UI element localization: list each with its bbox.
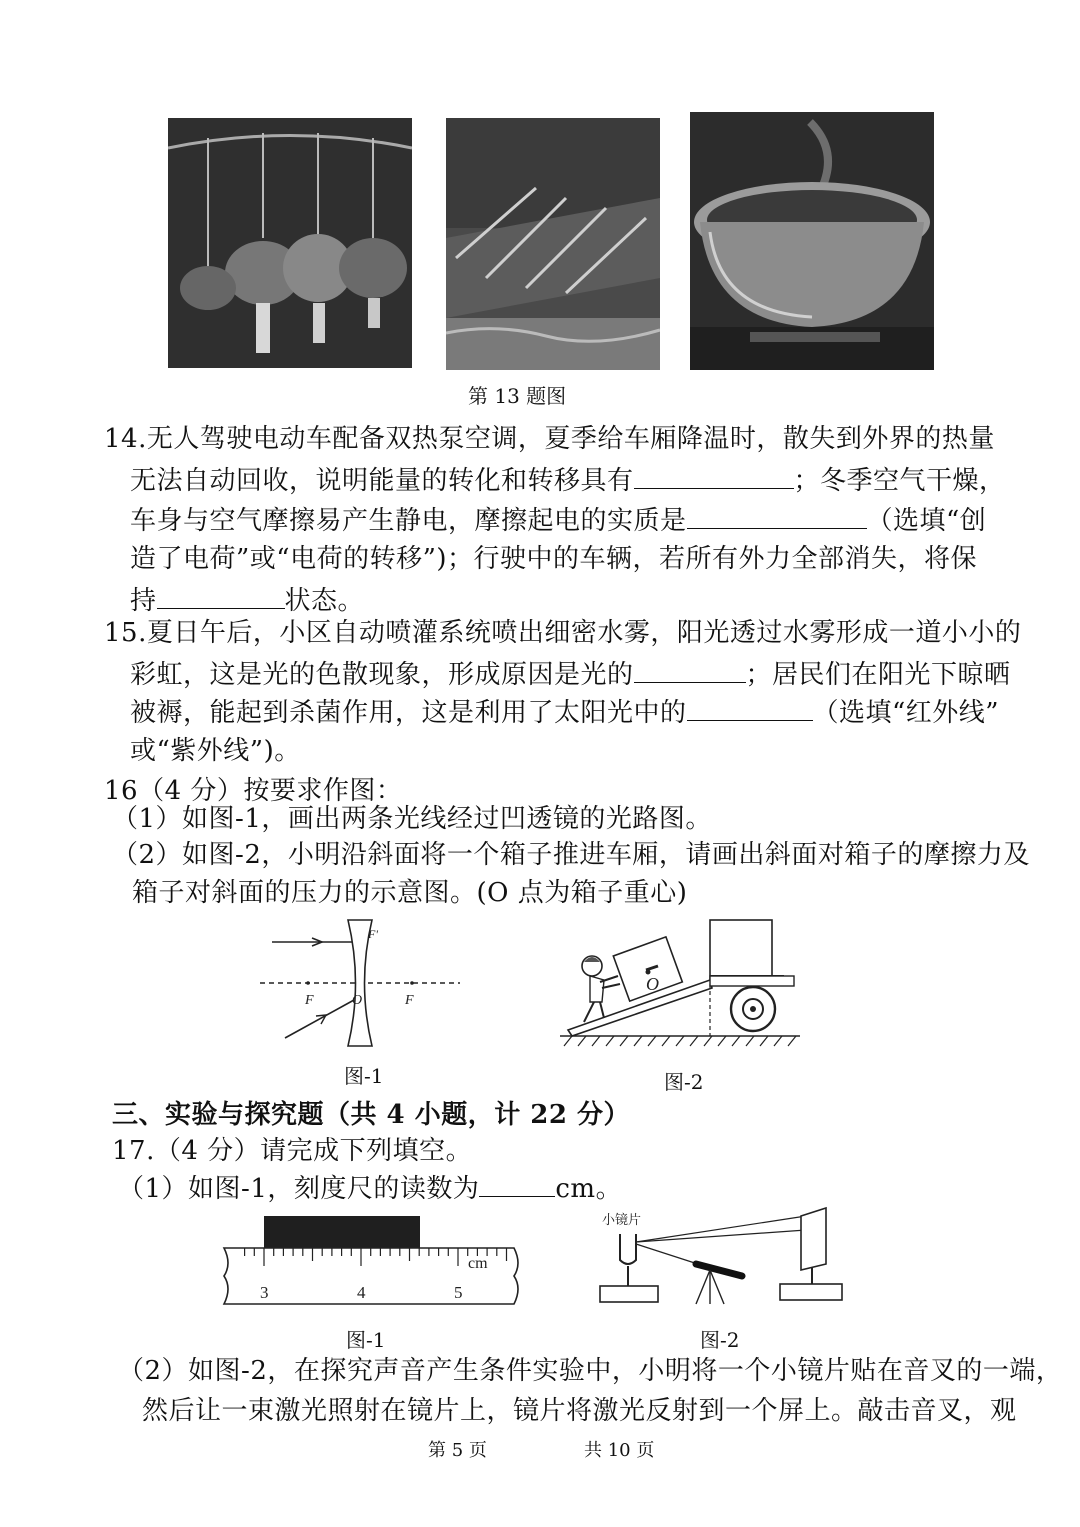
- tuning-fork-laser-diagram: [596, 1204, 846, 1314]
- q14-blank-2[interactable]: [687, 504, 867, 529]
- label-f-left: F: [305, 993, 314, 1008]
- q14-line-2-end: ；冬季空气干燥，: [793, 466, 1006, 496]
- q16-title: 16（4 分）按要求作图：: [104, 776, 403, 806]
- q14-line-3-start: 车身与空气摩擦易产生静电，摩擦起电的实质是: [130, 506, 687, 536]
- q15-line-4: 或“紫外线”)。: [130, 736, 301, 766]
- q15-line-2-start: 彩虹，这是光的色散现象，形成原因是光的: [130, 660, 634, 690]
- q16-part-2-line-1: （2）如图-2，小明沿斜面将一个箱子推进车厢，请画出斜面对箱子的摩擦力及: [112, 840, 1030, 870]
- ruler-tick-3: 3: [260, 1283, 269, 1302]
- q17-title: 17.（4 分）请完成下列填空。: [112, 1136, 473, 1166]
- q15-blank-1[interactable]: [634, 658, 746, 683]
- q14-line-2: [130, 464, 1006, 496]
- q16-figure-2-caption: 图-2: [664, 1070, 704, 1094]
- laser-pen: [696, 1264, 742, 1276]
- q17-figure-2-caption: 图-2: [700, 1328, 740, 1352]
- boy-figure: [582, 956, 620, 1022]
- screen: [801, 1208, 826, 1270]
- q14-line-5-end: 状态。: [284, 586, 365, 616]
- figure-13-caption: 第 13 题图: [468, 384, 567, 408]
- section-3-heading: 三、实验与探究题（共 4 小题，计 22 分）: [112, 1100, 630, 1130]
- q15-line-3: [130, 696, 999, 728]
- footer-total-pages: 共 10 页: [584, 1440, 655, 1461]
- mirror-label: 小镜片: [602, 1212, 642, 1227]
- q14-line-5: [130, 584, 364, 616]
- ruler-tick-5: 5: [454, 1283, 463, 1302]
- q16-part-2-line-2: 箱子对斜面的压力的示意图。(O 点为箱子重心): [132, 878, 688, 908]
- q15-line-2-end: ；居民们在阳光下晾晒: [745, 660, 1011, 690]
- q14-line-1: 14.无人驾驶电动车配备双热泵空调，夏季给车厢降温时，散失到外界的热量: [104, 424, 995, 454]
- photo-dragon-boat: [446, 118, 660, 370]
- concave-lens-diagram: [260, 918, 460, 1048]
- q15-line-3-start: 被褥，能起到杀菌作用，这是利用了太阳光中的: [130, 698, 687, 728]
- q16-figure-1-caption: 图-1: [344, 1064, 384, 1088]
- q15-line-2: [130, 658, 1011, 690]
- q17-part-1-end: cm。: [555, 1174, 623, 1204]
- truck-body: [710, 920, 772, 980]
- footer-page-number: 第 5 页: [428, 1440, 487, 1461]
- q17-part-2-line-1: （2）如图-2，在探究声音产生条件实验中，小明将一个小镜片贴在音叉的一端，: [118, 1356, 1063, 1386]
- q14-blank-3[interactable]: [157, 584, 285, 609]
- photo-sachets: [168, 118, 412, 368]
- photo-hot-pot: [690, 112, 934, 370]
- ruler-diagram: [224, 1214, 524, 1304]
- q14-line-3: [130, 504, 986, 536]
- hot-pot-illustration: [690, 112, 934, 370]
- label-f-right: F: [405, 993, 414, 1008]
- measured-object: [264, 1216, 420, 1248]
- ramp-box-diagram: [560, 918, 800, 1048]
- tuning-fork: [620, 1234, 636, 1264]
- q14-line-2-start: 无法自动回收，说明能量的转化和转移具有: [130, 466, 634, 496]
- q14-line-5-start: 持: [130, 586, 157, 616]
- label-o: O: [352, 993, 363, 1008]
- sachets-illustration: [168, 118, 412, 368]
- q14-line-3-end: （选填“创: [866, 506, 987, 536]
- dragon-boat-illustration: [446, 118, 660, 370]
- q15-blank-2[interactable]: [687, 696, 813, 721]
- box-label-o: O: [646, 974, 659, 994]
- q17-part-2-line-2: 然后让一束激光照射在镜片上，镜片将激光反射到一个屏上。敲击音叉，观: [142, 1396, 1017, 1426]
- q14-line-4: 造了电荷”或“电荷的转移”)；行驶中的车辆，若所有外力全部消失，将保: [130, 544, 978, 574]
- q17-blank-1[interactable]: [479, 1172, 555, 1197]
- ruler-unit: cm: [468, 1255, 488, 1272]
- q14-blank-1[interactable]: [634, 464, 794, 489]
- q17-figure-1-caption: 图-1: [346, 1328, 386, 1352]
- ruler-tick-4: 4: [357, 1283, 366, 1302]
- q17-part-1-start: （1）如图-1，刻度尺的读数为: [118, 1174, 480, 1204]
- q17-part-1: [118, 1172, 622, 1204]
- q15-line-1: 15.夏日午后，小区自动喷灌系统喷出细密水雾，阳光透过水雾形成一道小小的: [104, 618, 1022, 648]
- q15-line-3-end: （选填“红外线”: [812, 698, 1000, 728]
- q16-part-1: （1）如图-1，画出两条光线经过凹透镜的光路图。: [112, 804, 712, 834]
- lens-mark: F': [368, 927, 378, 941]
